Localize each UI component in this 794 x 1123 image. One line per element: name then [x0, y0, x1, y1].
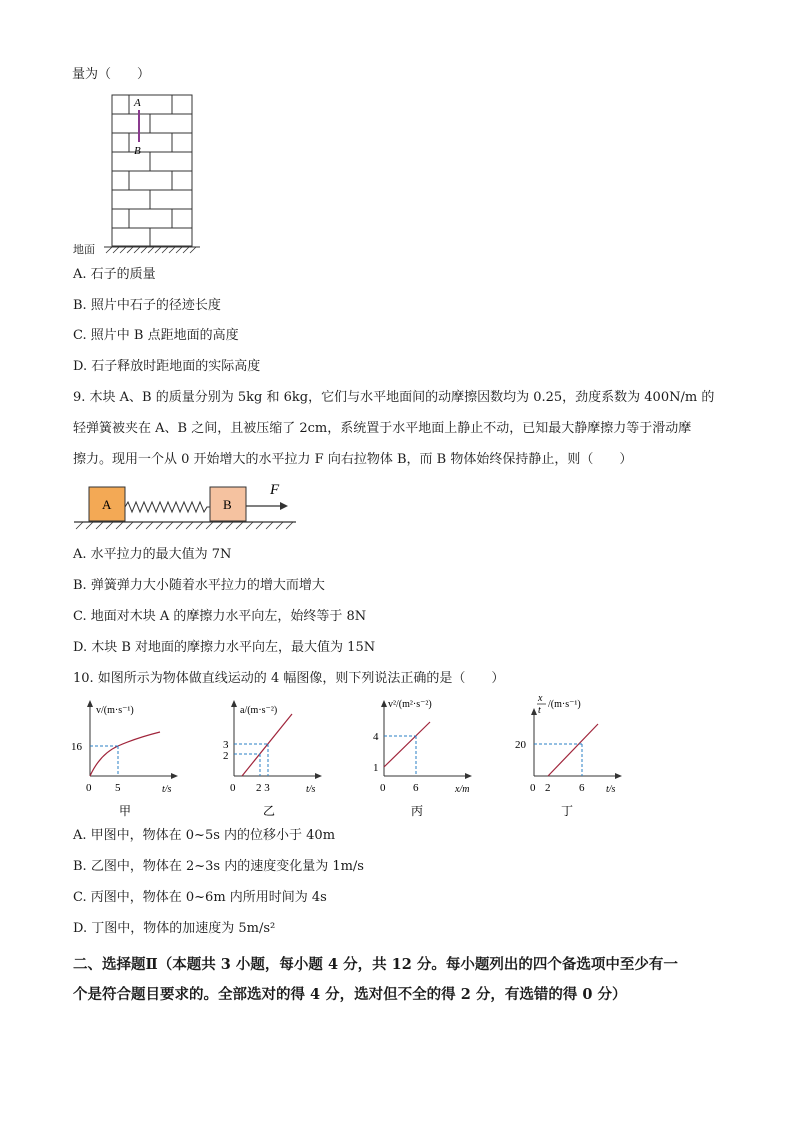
graph-ding-ytick: 20 [515, 739, 526, 751]
label-a: A [134, 97, 141, 109]
section2-heading-line-1: 二、选择题Ⅱ（本题共 3 小题，每小题 4 分，共 12 分。每小题列出的四个备选项中至少有一 [73, 956, 678, 973]
graph-bing-ylabel: v²/(m²·s⁻²) [388, 699, 432, 710]
block-a-label: A [102, 497, 112, 512]
graph-yi-line [242, 714, 292, 776]
graph-ding-ylabel-num: x [538, 693, 543, 704]
ground-label: 地面 [73, 243, 95, 256]
graph-bing-ytick-top: 4 [373, 731, 379, 743]
graph-yi-caption: 乙 [263, 804, 276, 818]
graph-yi-ylabel: a/(m·s⁻²) [240, 705, 278, 716]
graph-ding-ylabel-unit: /(m·s⁻¹) [548, 699, 581, 710]
graph-ding-xtick-a: 2 [545, 782, 551, 794]
graph-jia-ytick: 16 [71, 741, 82, 753]
graph-ding [508, 690, 638, 824]
graph-ding-xlabel: t/s [606, 784, 616, 795]
q8-option-d: D. 石子释放时距地面的实际高度 [73, 359, 261, 374]
graph-yi-ytick-bottom: 2 [223, 750, 229, 762]
graph-jia-xlabel: t/s [162, 784, 172, 795]
graph-yi-ytick-top: 3 [223, 739, 229, 751]
q10-stem: 10. 如图所示为物体做直线运动的 4 幅图像，则下列说法正确的是（ ） [73, 671, 505, 686]
graph-ding-caption: 丁 [561, 804, 574, 818]
q8-option-a: A. 石子的质量 [73, 267, 156, 282]
q9-option-d: D. 木块 B 对地面的摩擦力水平向左，最大值为 15N [73, 640, 376, 655]
q9-stem-line-2: 轻弹簧被夹在 A、B 之间，且被压缩了 2cm，系统置于水平地面上静止不动，已知最大静摩擦力等于滑动摩 [73, 421, 692, 436]
floor-hatch [76, 522, 293, 529]
q9-stem-line-3: 擦力。现用一个从 0 开始增大的水平拉力 F 向右拉物体 B，而 B 物体始终保持静止，则（ ） [73, 452, 633, 467]
ground-hatch [106, 247, 196, 253]
spring [125, 502, 210, 512]
graph-jia-caption: 甲 [119, 804, 132, 818]
graph-bing-xlabel: x/m [455, 784, 470, 795]
q9-stem-line-1: 9. 木块 A、B 的质量分别为 5kg 和 6kg，它们与水平地面间的动摩擦因数均为 0.25，劲度系数为 400N/m 的 [73, 390, 715, 405]
graph-jia-origin: 0 [86, 782, 92, 794]
q10-option-a: A. 甲图中，物体在 0~5s 内的位移小于 40m [73, 828, 336, 843]
q10-option-d: D. 丁图中，物体的加速度为 5m/s² [73, 921, 276, 936]
graph-bing-line [384, 722, 430, 767]
graph-yi-xlabel: t/s [306, 784, 316, 795]
graph-jia-curve [90, 732, 160, 776]
q9-option-a: A. 水平拉力的最大值为 7N [73, 547, 232, 562]
q9-spring-block-figure [74, 478, 299, 536]
graph-yi-xtick: 2 3 [256, 782, 270, 794]
graph-ding-xtick-b: 6 [579, 782, 585, 794]
graph-jia-ylabel: v/(m·s⁻¹) [96, 705, 134, 716]
graph-ding-line [548, 724, 598, 776]
graph-jia-xtick: 5 [115, 782, 121, 794]
q8-stem-tail: 量为（ ） [72, 67, 151, 82]
q10-option-b: B. 乙图中，物体在 2~3s 内的速度变化量为 1m/s [73, 859, 364, 874]
graph-bing-xtick: 6 [413, 782, 419, 794]
graph-bing [358, 694, 488, 824]
block-b-label: B [223, 497, 232, 512]
graph-ding-origin: 0 [530, 782, 536, 794]
graph-jia [64, 694, 184, 824]
graph-bing-origin: 0 [380, 782, 386, 794]
q9-option-c: C. 地面对木块 A 的摩擦力水平向左，始终等于 8N [73, 609, 367, 624]
graph-ding-ylabel-den: t [538, 705, 541, 716]
graph-yi [208, 694, 328, 824]
section2-heading-line-2: 个是符合题目要求的。全部选对的得 4 分，选对但不全的得 2 分，有选错的得 0 分） [73, 986, 627, 1003]
force-label: F [270, 482, 280, 498]
q8-brick-wall-figure [96, 92, 206, 257]
graph-bing-caption: 丙 [411, 804, 424, 818]
label-b: B [134, 145, 141, 157]
q8-option-c: C. 照片中 B 点距地面的高度 [73, 328, 239, 343]
q9-option-b: B. 弹簧弹力大小随着水平拉力的增大而增大 [73, 578, 325, 593]
graph-bing-ytick-bottom: 1 [373, 762, 379, 774]
q8-option-b: B. 照片中石子的径迹长度 [73, 298, 221, 313]
q10-option-c: C. 丙图中，物体在 0~6m 内所用时间为 4s [73, 890, 327, 905]
graph-yi-origin: 0 [230, 782, 236, 794]
